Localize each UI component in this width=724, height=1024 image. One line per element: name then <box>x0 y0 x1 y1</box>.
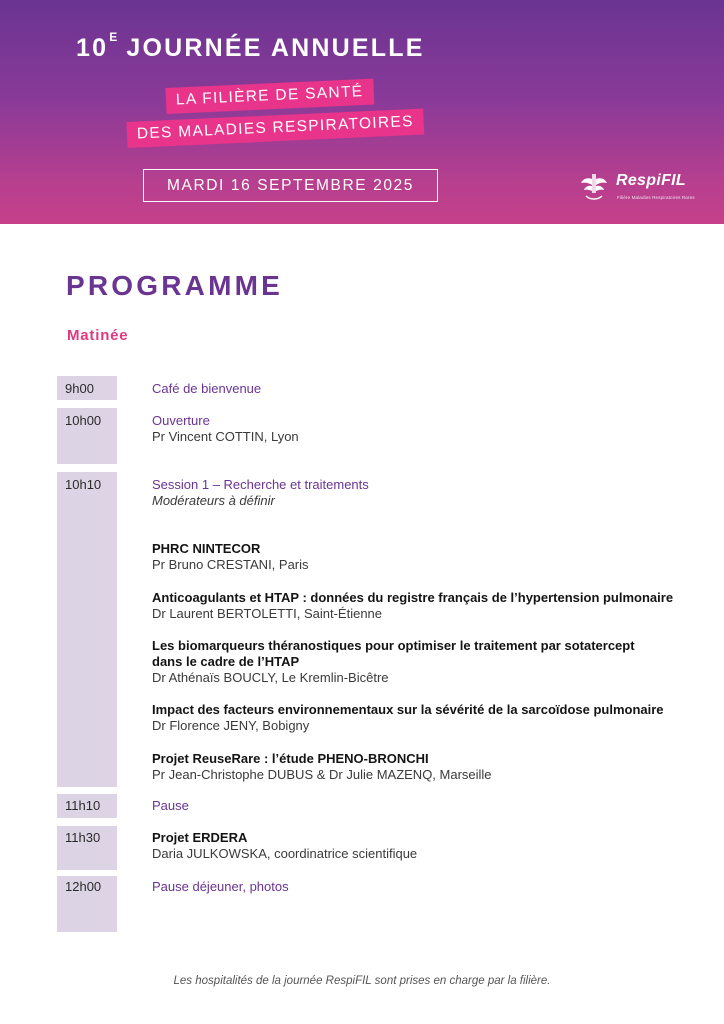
talk-title-continued: dans le cadre de l’HTAP <box>152 654 300 669</box>
event-title: $10^E$ JOURNÉE ANNUELLE <box>76 30 425 62</box>
logo-text: RespiFIL <box>616 172 686 189</box>
talk-title: Projet ReuseRare : l’étude PHENO-BRONCHI <box>152 751 429 766</box>
time-label: 10h00 <box>65 413 102 428</box>
time-label: 11h30 <box>65 830 101 845</box>
lungs-logo-icon <box>580 171 608 201</box>
logo-tagline: Filière Maladies Respiratoires Rares <box>617 195 695 200</box>
time-slot <box>57 472 117 787</box>
talk-speaker: Dr Athénaïs BOUCLY, Le Kremlin-Bicêtre <box>152 670 389 685</box>
header-banner <box>0 0 724 224</box>
talk-speaker: Pr Jean-Christophe DUBUS & Dr Julie MAZENQ, Marseille <box>152 767 492 782</box>
talk-title: Anticoagulants et HTAP : données du registre français de l’hypertension pulmonaire <box>152 590 674 605</box>
time-label: 10h10 <box>65 477 102 492</box>
speaker-ouverture: Pr Vincent COTTIN, Lyon <box>152 429 299 444</box>
speaker-erdera: Daria JULKOWSKA, coordinatrice scientifique <box>152 846 418 861</box>
item-ouverture: Ouverture <box>152 413 210 428</box>
time-label: 11h10 <box>65 798 101 813</box>
talk-title: PHRC NINTECOR <box>152 541 261 556</box>
talk-speaker: Pr Bruno CRESTANI, Paris <box>152 557 309 572</box>
talk-speaker: Dr Florence JENY, Bobigny <box>152 718 310 733</box>
item-erdera: Projet ERDERA <box>152 830 248 845</box>
time-label: 9h00 <box>65 381 94 396</box>
programme-heading: PROGRAMME <box>66 270 284 301</box>
respifil-logo <box>578 171 703 207</box>
talk-title: Impact des facteurs environnementaux sur la sévérité de la sarcoïdose pulmonaire <box>152 702 664 717</box>
item-pause-dejeuner: Pause déjeuner, photos <box>152 879 289 894</box>
time-label: 12h00 <box>65 879 102 894</box>
item-session-1: Session 1 – Recherche et traitements <box>152 477 369 492</box>
item-cafe: Café de bienvenue <box>152 381 262 396</box>
session-1-moderators: Modérateurs à définir <box>152 493 275 508</box>
item-pause: Pause <box>152 798 189 813</box>
event-date: MARDI 16 SEPTEMBRE 2025 <box>143 169 438 202</box>
subtitle-ribbon-1: LA FILIÈRE DE SANTÉ <box>165 79 373 114</box>
footer-note: Les hospitalités de la journée RespiFIL sont prises en charge par la filière. <box>173 975 551 987</box>
subtitle-ribbon-2: DES MALADIES RESPIRATOIRES <box>126 109 424 148</box>
talk-title: Les biomarqueurs théranostiques pour optimiser le traitement par sotatercept <box>152 638 635 653</box>
section-heading-matinee: Matinée <box>67 327 129 344</box>
talk-speaker: Dr Laurent BERTOLETTI, Saint-Étienne <box>152 606 383 621</box>
